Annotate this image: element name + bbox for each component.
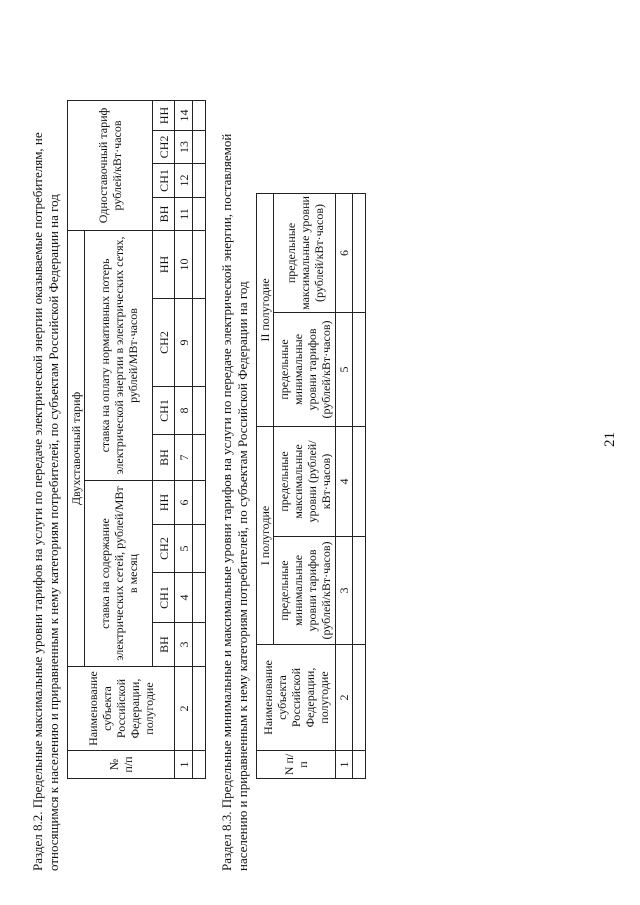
index-cell: 3 (336, 537, 353, 645)
index-cell: 13 (175, 130, 193, 163)
max-level-header: предельные максимальные уровни (рублей/кВт·часов) (274, 193, 336, 312)
index-cell: 7 (175, 435, 193, 481)
section-8-3-table (256, 193, 366, 779)
level-header: СН2 (153, 525, 175, 573)
min-level-header: предельные минимальные уровни тарифов (рублей/кВт·часов) (274, 312, 336, 426)
index-cell: 9 (175, 299, 193, 387)
level-header: СН1 (153, 573, 175, 623)
empty-cell (193, 130, 206, 163)
index-cell: 6 (336, 193, 353, 312)
col-two-part-tariff-header: Двухставочный тариф (68, 230, 85, 666)
index-cell: 6 (175, 481, 193, 525)
max-level-header: предельные максимальные уровни (рублей/кВт·часов) (274, 426, 336, 536)
min-level-header: предельные минимальные уровни тарифов (рублей/кВт·часов) (274, 537, 336, 645)
index-cell: 1 (336, 751, 353, 779)
index-cell: 3 (175, 623, 193, 667)
level-header: НН (153, 100, 175, 130)
index-cell: 5 (175, 525, 193, 573)
index-cell: 2 (175, 667, 193, 751)
section-8-3-heading: Раздел 8.3. Предельные минимальные и максимальные уровни тарифов на услуги по передаче электрической энергии, поставляемой населению и приравненным к нему категориям потребителей, по субъектам Российской Федерации на год (219, 133, 250, 871)
index-cell: 2 (336, 645, 353, 751)
empty-cell (353, 645, 366, 751)
col-single-rate-tariff-header: Одноставочный тариф рублей/кВт·часов (68, 100, 153, 230)
col-subject-header: Наименование субъекта Российской Федерации, полугодие (68, 667, 175, 751)
level-header: СН2 (153, 130, 175, 163)
col-loss-rate-header: ставка на оплату нормативных потерь электрической энергии в электрических сетях, рублей/МВт·часов (85, 230, 153, 480)
level-header: СН1 (153, 387, 175, 435)
empty-cell (193, 435, 206, 481)
section-8-2-table (67, 100, 206, 779)
empty-cell (193, 163, 206, 197)
empty-cell (353, 312, 366, 426)
index-cell: 4 (175, 573, 193, 623)
col-subject-header: Наименование субъекта Российской Федерации, полугодие (257, 645, 336, 751)
level-header: ВН (153, 435, 175, 481)
empty-cell (193, 100, 206, 130)
empty-cell (193, 481, 206, 525)
col-num-header: № п/п (68, 751, 175, 779)
page-number: 21 (602, 432, 618, 447)
rotated-page-content (30, 81, 366, 871)
index-cell: 4 (336, 426, 353, 536)
col-maintenance-rate-header: ставка на содержание электрических сетей, рублей/МВт в месяц (85, 481, 153, 667)
empty-cell (193, 299, 206, 387)
index-cell: 12 (175, 163, 193, 197)
empty-cell (193, 230, 206, 298)
level-header: НН (153, 481, 175, 525)
index-cell: 10 (175, 230, 193, 298)
level-header: ВН (153, 197, 175, 230)
first-half-year-header: I полугодие (257, 426, 274, 644)
level-header: СН1 (153, 163, 175, 197)
empty-cell (353, 751, 366, 779)
empty-cell (353, 537, 366, 645)
index-cell: 11 (175, 197, 193, 230)
empty-cell (193, 387, 206, 435)
section-8-2-heading: Раздел 8.2. Предельные максимальные уровни тарифов на услуги по передаче электрической энергии оказываемые потребителям, не относящимся к населению и приравненным к нему категориям потребителей, по субъектам Российской Федерации на год (30, 132, 61, 871)
empty-cell (353, 426, 366, 536)
empty-cell (353, 193, 366, 312)
second-half-year-header: II полугодие (257, 193, 274, 426)
empty-cell (193, 667, 206, 751)
index-cell: 1 (175, 751, 193, 779)
empty-cell (193, 525, 206, 573)
level-header: НН (153, 230, 175, 298)
col-num-header: N п/п (257, 751, 336, 779)
index-cell: 5 (336, 312, 353, 426)
index-cell: 14 (175, 100, 193, 130)
level-header: СН2 (153, 299, 175, 387)
empty-cell (193, 623, 206, 667)
empty-cell (193, 751, 206, 779)
level-header: ВН (153, 623, 175, 667)
index-cell: 8 (175, 387, 193, 435)
empty-cell (193, 573, 206, 623)
empty-cell (193, 197, 206, 230)
